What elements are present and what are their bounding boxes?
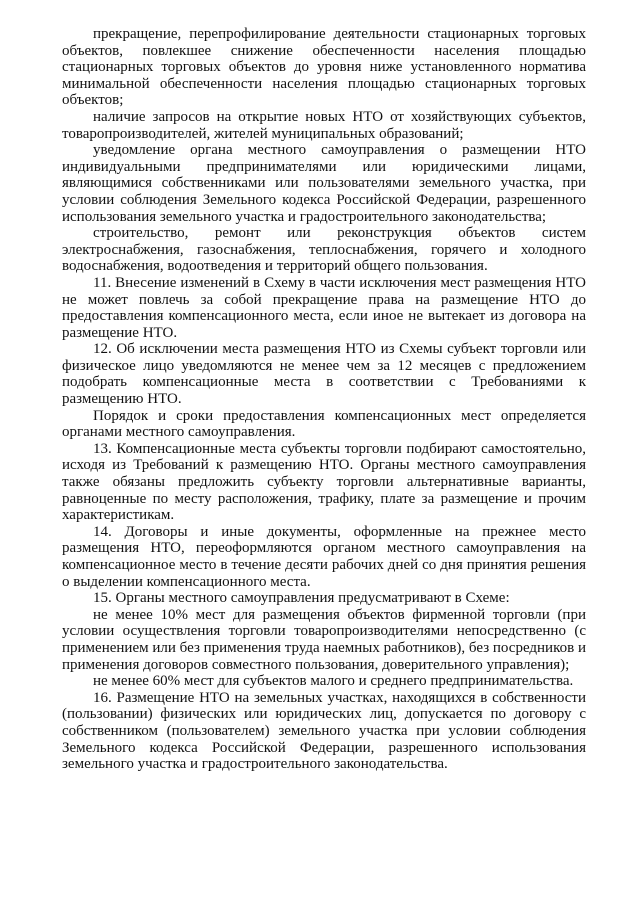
paragraph-requests-for-new-nto: наличие запросов на открытие новых НТО от хозяйствующих субъектов, товаропроизводителей, жителей муниципальных образований; xyxy=(62,108,586,142)
paragraph-construction-of-utilities: строительство, ремонт или реконструкция объектов систем электроснабжения, газоснабжения, теплоснабжения, горячего и холодного водоснабжения, водоотведения и территорий общего пользования. xyxy=(62,225,586,275)
paragraph-compensation-procedure: Порядок и сроки предоставления компенсационных мест определяется органами местного самоуправления. xyxy=(62,407,586,441)
paragraph-small-business-share: не менее 60% мест для субъектов малого и среднего предпринимательства. xyxy=(93,673,574,690)
paragraph-branded-trade-share: не менее 10% мест для размещения объектов фирменной торговли (при условии осуществления торговли товаропроизводителями непосредственно (с применением или без применения труда наемных работников), без посредников и применения договоров совместного пользования, доверительного управления); xyxy=(62,606,586,673)
paragraph-item-13: 13. Компенсационные места субъекты торговли подбирают самостоятельно, исходя из Требований к размещению НТО. Органы местного самоуправления также обязаны предложить субъекту торговли альтернативные варианты, равноценные по месту расположения, трафику, плате за размещение и прочим характеристикам. xyxy=(62,440,586,524)
paragraph-item-11: 11. Внесение изменений в Схему в части исключения мест размещения НТО не может повлечь за собой прекращение права на размещение НТО до предоставления компенсационного места, если иное не вытекает из договора на размещение НТО. xyxy=(62,274,586,341)
paragraph-closure-of-stationary-objects: прекращение, перепрофилирование деятельности стационарных торговых объектов, повлекшее снижение обеспеченности населения площадью стационарных торговых объектов до уровня ниже установленного норматива минимальной обеспеченности населения площадью стационарных торговых объектов; xyxy=(62,26,586,109)
paragraph-item-14: 14. Договоры и иные документы, оформленные на прежнее место размещения НТО, переоформляются органом местного самоуправления на компенсационное место в течение десяти рабочих дней со дня принятия решения о выделении компенсационного места. xyxy=(62,523,586,590)
document-body xyxy=(62,26,586,773)
paragraph-item-16: 16. Размещение НТО на земельных участках, находящихся в собственности (пользовании) физических или юридических лиц, допускается по договору с собственником (пользователем) земельного участка при условии соблюдения Земельного кодекса Российской Федерации, разрешенного использования земельного участка и градостроительного законодательства. xyxy=(62,689,586,773)
paragraph-notification-of-placement: уведомление органа местного самоуправления о размещении НТО индивидуальными предпринимателями или юридическими лицами, являющимися собственниками или пользователями земельного участка, при условии соблюдения Земельного кодекса Российской Федерации, разрешенного использования земельного участка и градостроительного законодательства; xyxy=(62,142,586,225)
paragraph-item-15: 15. Органы местного самоуправления предусматривают в Схеме: xyxy=(93,590,510,607)
paragraph-item-12: 12. Об исключении места размещения НТО из Схемы субъект торговли или физическое лицо уведомляются не менее чем за 12 месяцев с предложением подобрать компенсационные места в соответствии с Требованиями к размещению НТО. xyxy=(62,341,586,408)
